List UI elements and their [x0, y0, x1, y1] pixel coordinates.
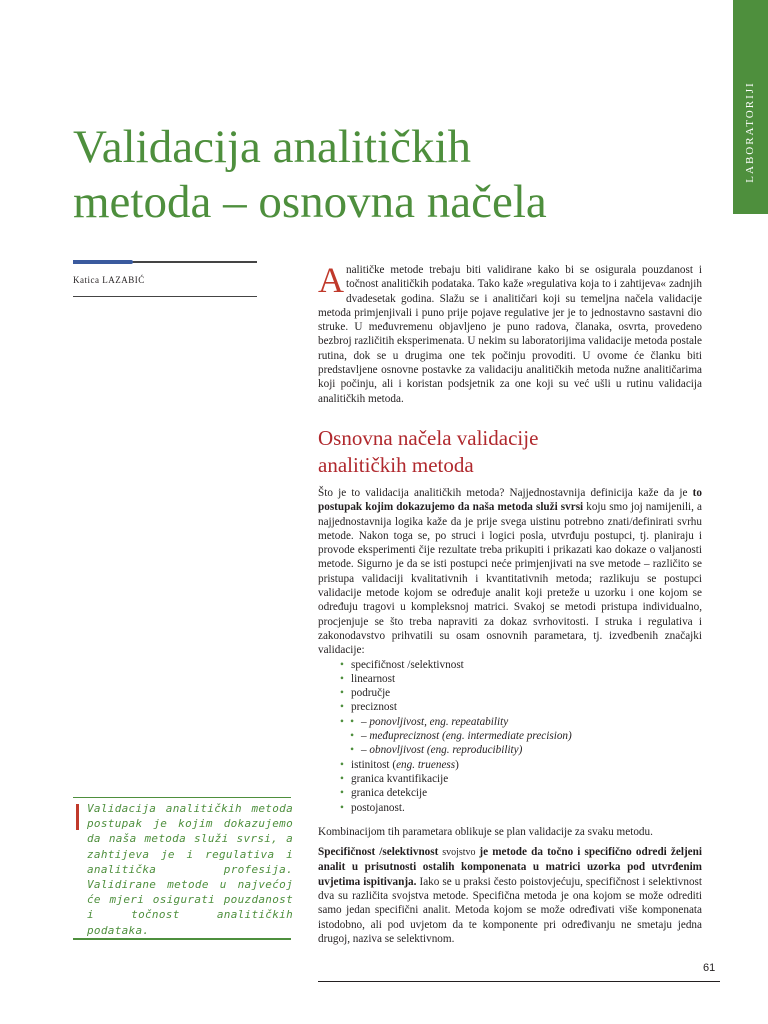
author-name: Katica LAZABIĆ — [73, 275, 145, 285]
article-title — [73, 120, 547, 230]
pull-quote-bottom-rule — [73, 938, 291, 940]
sublist-item: • – obnovljivost (eng. reproducibility) — [350, 743, 702, 757]
intro-text: nalitičke metode trebaju biti validirane kako bi se osigurala pouzdanost i točnost analitičkih podataka. Tako kaže »regulativa koja to i zahtijeva« zadnjih dvadesetak godina. Slažu se i analitičari koji su temeljna načela validacije metoda primjenjivali i puno prije pojave regulative jer je to jednostavno sastavni dio struke. U međuvremenu objavljeno je puno radova, članaka, osvrta, provedeno bezbroj različitih eksperimenata. U nekim su laboratorijima validacije metoda postale rutina, dok se u drugima one tek počinju provoditi. U ovome će članku biti predstavljene osnovne postavke za validaciju analitičkih metoda nužne analitičarima koji počinju, ali i koristan podsjetnik za one koji su već ušli u rutinu validacija analitičkih metoda. — [318, 264, 702, 405]
author-divider — [73, 296, 257, 297]
pencil-icon — [73, 260, 133, 264]
section-heading-line1: Osnovna načela validacije — [318, 426, 539, 450]
list-item: • postojanost. — [340, 801, 702, 815]
list-item: • specifičnost /selektivnost — [340, 658, 702, 672]
sublist-item: • • – ponovljivost, eng. repeatability — [350, 715, 702, 729]
article-title-line1: Validacija analitičkih — [73, 121, 472, 173]
plan-paragraph: Kombinacijom tih parametara oblikuje se plan validacije za svaku metodu. — [318, 825, 653, 838]
specificity-paragraph — [318, 845, 702, 946]
pull-quote-text: Validacija analitičkih metoda postupak je kojim dokazujemo da naša metoda služi svrsi, a zahtijeva je i regulativa i analitička profesija. Validirane metode u najvećoj će mjeri osigurati pouzdanost i točnost analitičkih podataka. — [87, 802, 293, 937]
page-number: 61 — [703, 962, 716, 974]
intro-paragraph — [318, 260, 702, 406]
li-text: istinitost ( — [351, 758, 397, 771]
p3-bold1: Specifičnost /selektivnost — [318, 846, 439, 859]
definition-paragraph — [318, 486, 702, 658]
p3-end: Iako se u praksi često poistovjećuju, specifičnost i selektivnost dva su različita svojstva metode. Specifična metoda je ona kojom se može odrediti samo jedan specifični analit. Metoda kojom se može određivati više komponenata istodobno, ali pod uvjetom da te komponente pri određivanju ne smetaju jedna drugoj, naziva se selektivnom. — [318, 875, 703, 945]
p1-start: Što je to validacija analitičkih metoda? Najjednostavnija definicija kaže da je — [318, 487, 693, 499]
p3-small: svojstvo — [438, 847, 480, 859]
article-title-line2: metoda – osnovna načela — [73, 176, 547, 228]
sublist-wrapper — [340, 715, 702, 758]
list-item: • granica detekcije — [340, 786, 702, 800]
list-item: • granica kvantifikacije — [340, 772, 702, 786]
pull-quote — [73, 797, 291, 939]
p1-bold: to postupak kojim dokazujemo da naša metoda služi svrsi — [318, 487, 702, 514]
parameter-list — [318, 658, 702, 815]
pull-quote-top-rule — [73, 797, 291, 798]
section-heading — [318, 425, 538, 479]
p1-end: koju smo joj namijenili, a najjednostavnija logika kaže da je prije svega uistinu potrebno znati/definirati svrhu metode. Nakon toga se, po struci i logici posla, utvrđuju postupci, tj. planiraju i provode eksperimenti čije rezultate treba prikupiti i prikazati kao dokaze o valjanosti metode. Sigurno je da se isti postupci neće primjenjivati na sve metode – različito se pristupa validaciji kvalitativnih i kvantitativnih metoda; razlikuju se postupci validacije metode kojom se određuje analit koji preteže u uzorku i one kojom se određuju tragovi u kompleksnoj matrici. Svakoj se metodi pristupa individualno, procjenjuje se što treba napraviti za dokaz svrhovitosti. I struka i regulativa i zakonodavstvo prihvatili su osam osnovnih parametara, tj. izvedbenih značajki validacije: — [318, 501, 702, 657]
drop-cap: A — [318, 260, 344, 300]
li-end: ) — [455, 758, 459, 771]
section-heading-line2: analitičkih metoda — [318, 453, 474, 477]
li-italic: eng. trueness — [396, 758, 456, 771]
list-item: • područje — [340, 686, 702, 700]
p3-bold2: je metode da točno i specifično odredi željeni analit u prisutnosti ostalih komponenata u matrici uzorka pod utvrđenim uvjetima ispitivanja. — [318, 846, 702, 888]
list-item: • preciznost — [340, 700, 702, 714]
list-item: • linearnost — [340, 672, 702, 686]
sublist-item: • – međupreciznost (eng. intermediate precision) — [350, 729, 702, 743]
list-item — [340, 758, 702, 772]
pencil-rule — [73, 261, 257, 263]
body-text — [318, 486, 702, 946]
section-tab — [733, 0, 768, 214]
precision-sublist — [340, 715, 702, 758]
pull-quote-accent-bar — [76, 804, 79, 830]
footer-rule — [318, 981, 720, 982]
section-tab-label: LABORATORIJI — [744, 81, 756, 183]
